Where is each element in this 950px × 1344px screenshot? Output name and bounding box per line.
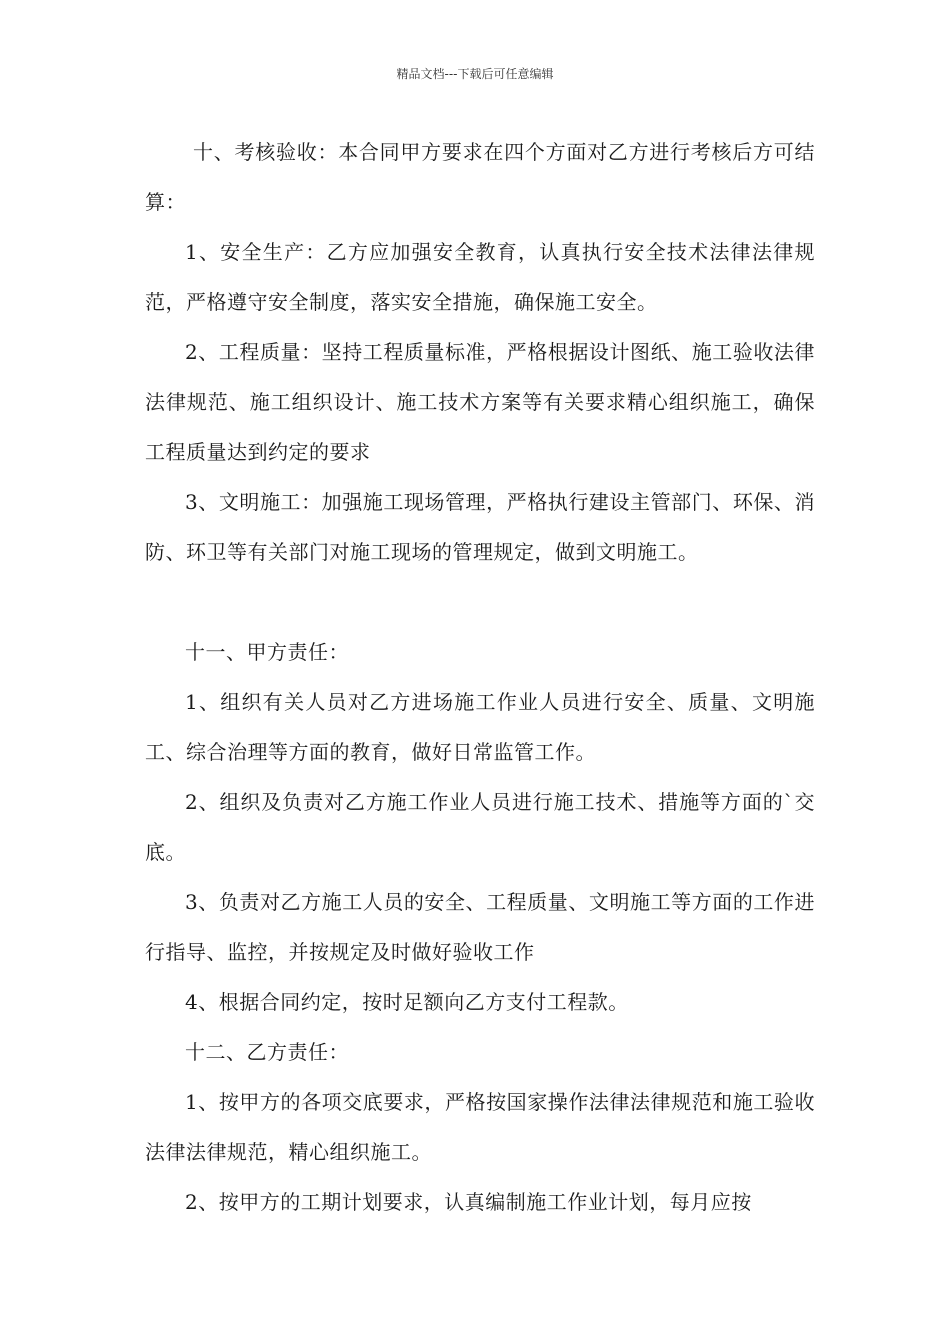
page-header: 精品文档---下载后可任意编辑 (396, 67, 554, 81)
section-11-title: 十一、甲方责任： (185, 640, 349, 664)
section-12-item-1: 1、按甲方的各项交底要求，严格按国家操作法律法律规范和施工验收法律法律规范，精心组织施工。 (145, 1090, 815, 1164)
section-11-item-1: 1、组织有关人员对乙方进场施工作业人员进行安全、质量、文明施工、综合治理等方面的教育，做好日常监管工作。 (145, 690, 815, 764)
section-spacer (145, 577, 815, 627)
section-11-item-2: 2、组织及负责对乙方施工作业人员进行施工技术、措施等方面的`交底。 (145, 790, 815, 864)
section-10-item-1: 1、安全生产：乙方应加强安全教育，认真执行安全技术法律法律规范，严格遵守安全制度，落实安全措施，确保施工安全。 (145, 240, 815, 314)
section-11-item-3: 3、负责对乙方施工人员的安全、工程质量、文明施工等方面的工作进行指导、监控，并按规定及时做好验收工作 (145, 890, 815, 964)
document-body (145, 127, 815, 1227)
section-10-intro: 十、考核验收：本合同甲方要求在四个方面对乙方进行考核后方可结算： (145, 140, 815, 214)
section-10-item-2: 2、工程质量：坚持工程质量标准，严格根据设计图纸、施工验收法律法律规范、施工组织设计、施工技术方案等有关要求精心组织施工，确保工程质量达到约定的要求 (145, 340, 815, 464)
section-12-item-2: 2、按甲方的工期计划要求，认真编制施工作业计划，每月应按 (185, 1190, 752, 1214)
section-12-title: 十二、乙方责任： (185, 1040, 349, 1064)
section-10-item-3: 3、文明施工：加强施工现场管理，严格执行建设主管部门、环保、消防、环卫等有关部门对施工现场的管理规定，做到文明施工。 (145, 490, 815, 564)
section-11-item-4: 4、根据合同约定，按时足额向乙方支付工程款。 (185, 990, 629, 1014)
